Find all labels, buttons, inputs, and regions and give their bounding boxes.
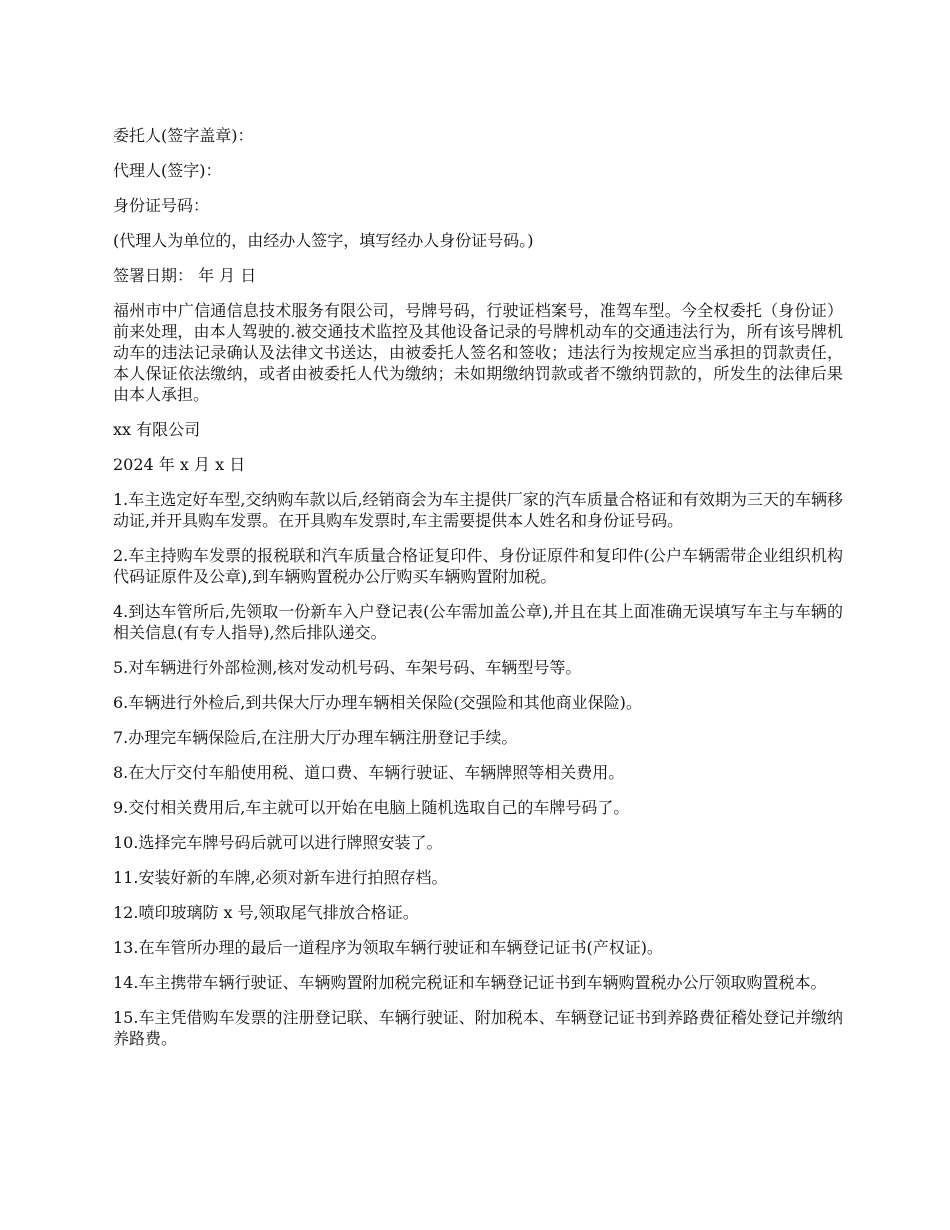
step-item: 9.交付相关费用后,车主就可以开始在电脑上随机选取自己的车牌号码了。 [113, 798, 630, 817]
step-item: 13.在车管所办理的最后一道程序为领取车辆行驶证和车辆登记证书(产权证)。 [113, 938, 663, 957]
step-item: 5.对车辆进行外部检测,核对发动机号码、车架号码、车辆型号等。 [113, 658, 582, 677]
agent-note: (代理人为单位的，由经办人签字，填写经办人身份证号码。) [113, 231, 534, 250]
id-number-line: 身份证号码： [113, 196, 210, 215]
authorization-body: 福州市中广信通信息技术服务有限公司，号牌号码，行驶证档案号，准驾车型。今全权委托（身份证）前来处理，由本人驾驶的.被交通技术监控及其他设备记录的号牌机动车的交通违法行为，所有该号牌机动车的违法记录确认及法律文书送达，由被委托人签名和签收；违法行为按规定应当承担的罚款责任，本人保证依法缴纳，或者由被委托人代为缴纳；未如期缴纳罚款或者不缴纳罚款的，所发生的法律后果由本人承担。 [113, 301, 843, 404]
step-item: 4.到达车管所后,先领取一份新车入户登记表(公车需加盖公章),并且在其上面准确无误填写车主与车辆的相关信息(有专人指导),然后排队递交。 [113, 602, 843, 642]
step-item: 8.在大厅交付车船使用税、道口费、车辆行驶证、车辆牌照等相关费用。 [113, 763, 625, 782]
step-item: 2.车主持购车发票的报税联和汽车质量合格证复印件、身份证原件和复印件(公户车辆需带企业组织机构代码证原件及公章),到车辆购置税办公厅购买车辆购置附加税。 [113, 546, 843, 586]
agent-signature-line: 代理人(签字)： [113, 161, 222, 180]
step-item: 6.车辆进行外检后,到共保大厅办理车辆相关保险(交强险和其他商业保险)。 [113, 693, 642, 712]
step-item: 10.选择完车牌号码后就可以进行牌照安装了。 [113, 833, 443, 852]
step-item: 7.办理完车辆保险后,在注册大厅办理车辆注册登记手续。 [113, 728, 518, 747]
step-item: 14.车主携带车辆行驶证、车辆购置附加税完税证和车辆登记证书到车辆购置税办公厅领取购置税本。 [113, 973, 827, 992]
principal-signature-line: 委托人(签字盖章)： [113, 126, 254, 145]
step-item: 15.车主凭借购车发票的注册登记联、车辆行驶证、附加税本、车辆登记证书到养路费征稽处登记并缴纳养路费。 [113, 1008, 843, 1048]
step-item: 12.喷印玻璃防 x 号,领取尾气排放合格证。 [113, 903, 419, 922]
document-date: 2024 年 x 月 x 日 [113, 455, 246, 474]
step-item: 11.安装好新的车牌,必须对新车进行拍照存档。 [113, 868, 448, 887]
company-name: xx 有限公司 [113, 420, 201, 439]
document-page [113, 125, 843, 1063]
signing-date-line: 签署日期： 年 月 日 [113, 266, 257, 285]
step-item: 1.车主选定好车型,交纳购车款以后,经销商会为车主提供厂家的汽车质量合格证和有效期为三天的车辆移动证,并开具购车发票。在开具购车发票时,车主需要提供本人姓名和身份证号码。 [113, 490, 843, 530]
